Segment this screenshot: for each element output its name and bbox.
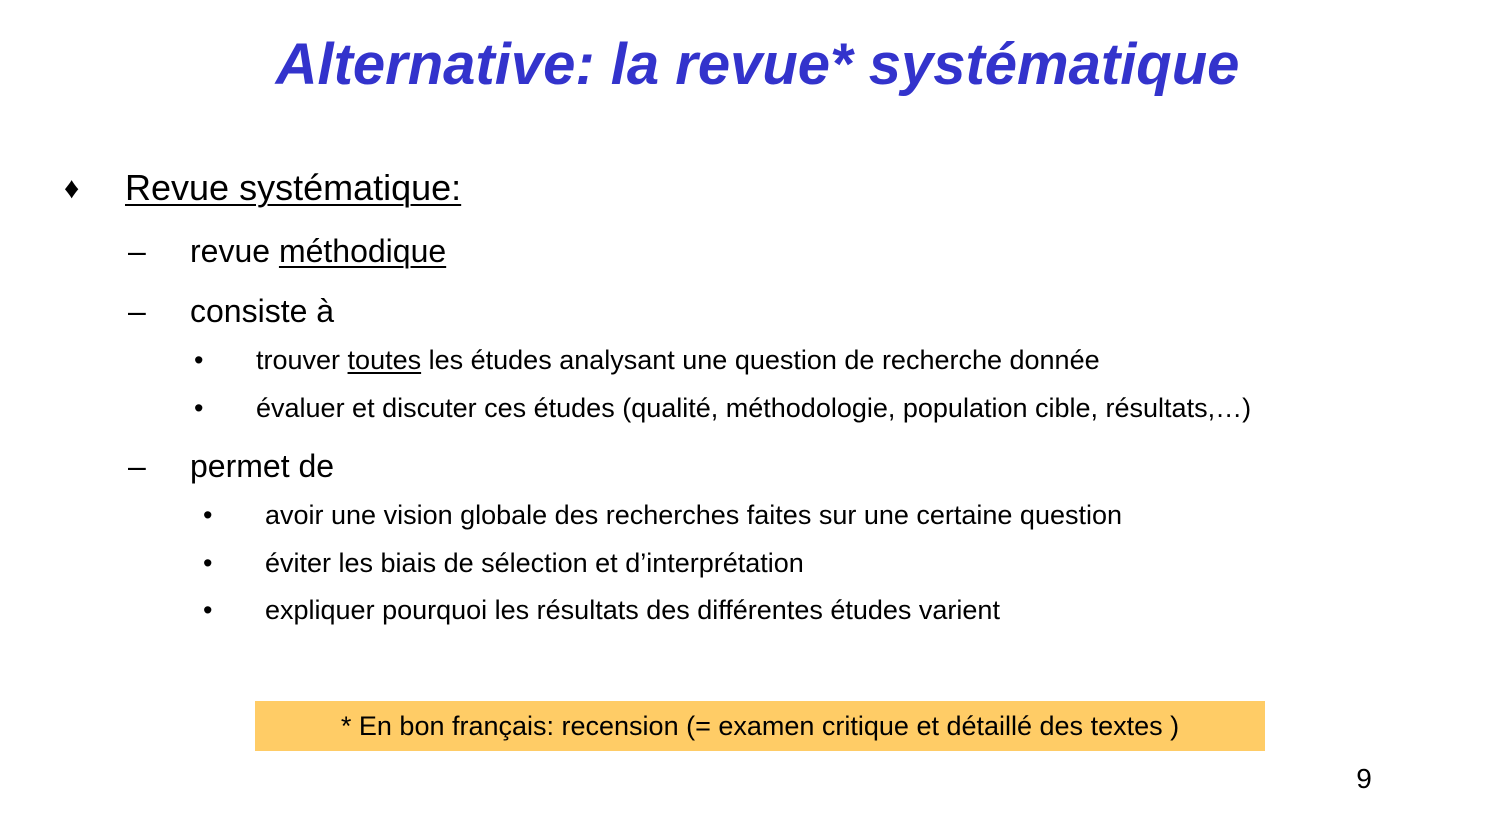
bullet-marker: • [203,595,213,625]
sub-item-evaluer: évaluer et discuter ces études (qualité, méthodologie, population cible, résultats,…) [256,393,1252,423]
sub-item-expliquer: expliquer pourquoi les résultats des différentes études varient [265,595,1000,625]
sub-item-trouver-emphasis: toutes [347,345,422,375]
sub-item-trouver-suffix: les études analysant une question de recherche donnée [421,345,1100,375]
item-revue-methodique [190,232,446,270]
dash-marker: – [128,293,146,329]
footnote-box [255,701,1265,751]
section-heading [125,167,461,209]
item-revue-prefix: revue [190,233,279,269]
section-heading-text: Revue systématique: [125,167,462,208]
bullet-marker: • [194,393,204,423]
sub-item-biais: éviter les biais de sélection et d’interprétation [265,548,804,578]
slide-title: Alternative: la revue* systématique [275,32,1240,97]
bullet-marker: • [203,548,213,578]
bullet-marker: • [203,500,213,530]
sub-item-vision: avoir une vision globale des recherches faites sur une certaine question [265,500,1123,530]
sub-item-trouver [256,344,1100,376]
item-permet: permet de [190,448,335,484]
item-consiste: consiste à [190,293,335,329]
footnote-text: * En bon français: recension (= examen critique et détaillé des textes ) [340,711,1180,741]
item-revue-emphasis: méthodique [278,233,447,269]
dash-marker: – [128,448,146,484]
page-number: 9 [1356,763,1372,794]
sub-item-trouver-prefix: trouver [256,345,348,375]
bullet-marker: • [194,345,204,375]
dash-marker: – [128,233,146,269]
diamond-bullet-icon: ♦ [64,172,80,205]
